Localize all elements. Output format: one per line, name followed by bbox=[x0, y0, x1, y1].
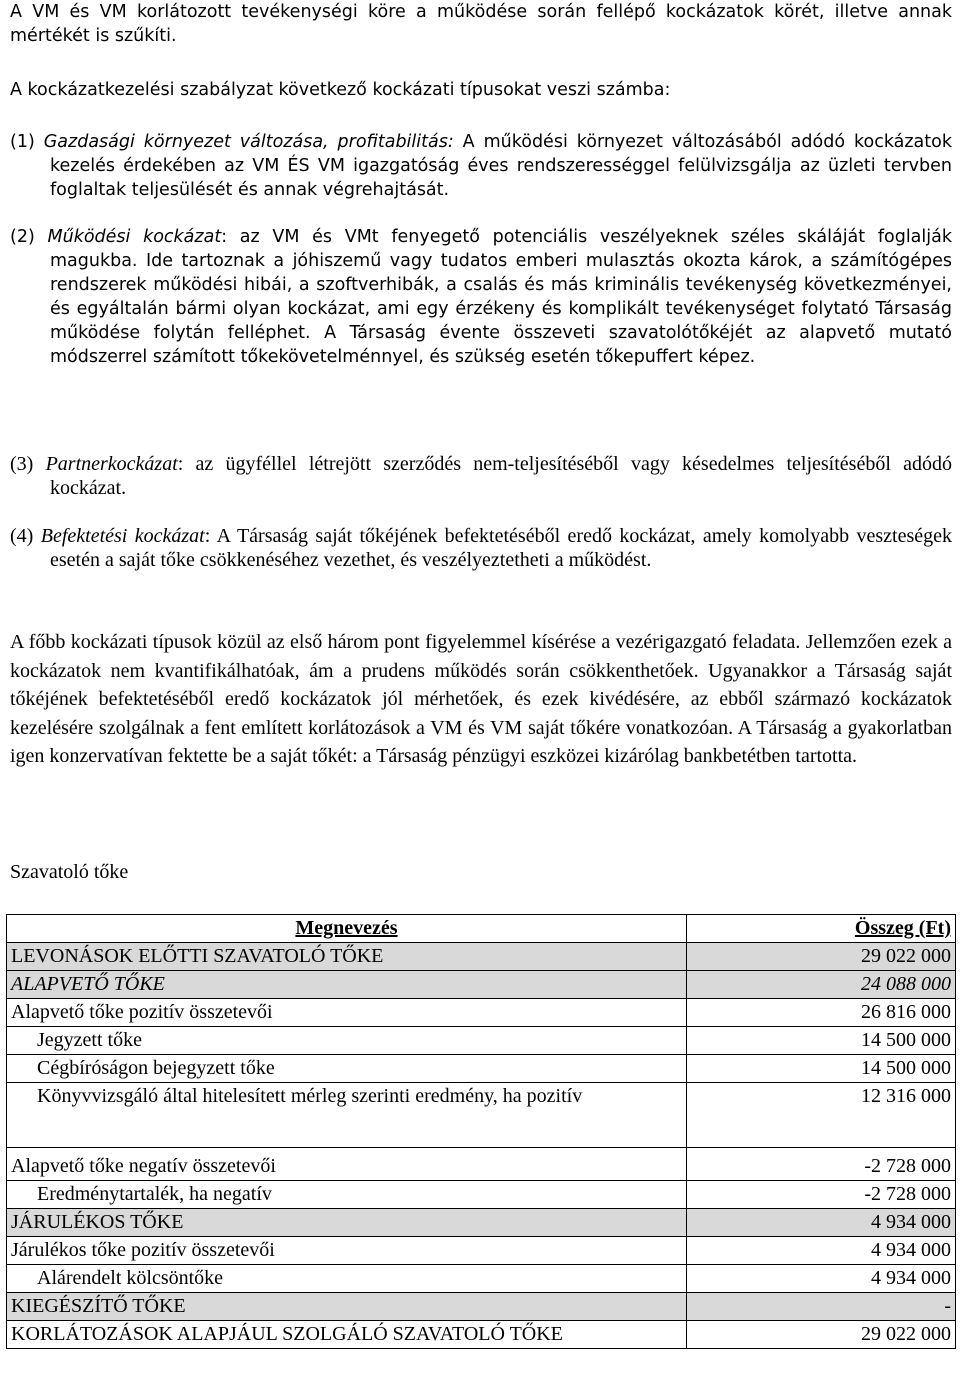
row-label: ALAPVETŐ TŐKE bbox=[7, 971, 687, 999]
risk-text: : A Társaság saját tőkéjének befektetéséből eredő kockázat, amely komolyabb veszteségek esetén a saját tőke csökkenéséhez vezethet, és veszélyeztetheti a működést. bbox=[50, 525, 952, 571]
row-amount: 14 500 000 bbox=[687, 1055, 956, 1083]
row-amount: 29 022 000 bbox=[687, 1321, 956, 1349]
risk-item-2 bbox=[10, 225, 952, 369]
row-label: JÁRULÉKOS TŐKE bbox=[7, 1209, 687, 1237]
risk-item-3 bbox=[10, 452, 952, 500]
row-amount: 12 316 000 bbox=[687, 1083, 956, 1148]
risk-title: Működési kockázat bbox=[47, 227, 222, 247]
row-label: Jegyzett tőke bbox=[7, 1027, 687, 1055]
summary-text: A főbb kockázati típusok közül az első három pont figyelemmel kísérése a vezérigazgató feladata. Jellemzően ezek a kockázatok nem kvantifikálhatóak, ám a prudens működés során csökkenthetőek. Ugyanakkor a Társaság saját tőkéjének befektetéséből eredő kockázatok jól mérhetőek, és ezek kivédésére, az ebből származó kockázatok kezelésére szolgálnak a fent említett korlátozások a VM és VM saját tőkére vonatkozóan. A Társaság a gyakorlatban igen konzervatívan fektette be a saját tőkét: a Társaság pénzügyi eszközei kizárólag bankbetétben tartotta. bbox=[10, 631, 952, 767]
row-amount: 24 088 000 bbox=[687, 971, 956, 999]
risk-number: (2) bbox=[10, 227, 35, 247]
row-amount: -2 728 000 bbox=[687, 1181, 956, 1209]
risk-intro-text: A kockázatkezelési szabályzat következő kockázati típusokat veszi számba: bbox=[10, 80, 671, 100]
row-label: Alárendelt kölcsöntőke bbox=[7, 1265, 687, 1293]
row-label: KIEGÉSZÍTŐ TŐKE bbox=[7, 1293, 687, 1321]
table-title bbox=[10, 858, 952, 886]
capital-table bbox=[6, 914, 956, 1349]
table-row bbox=[7, 1083, 956, 1148]
row-label: KORLÁTOZÁSOK ALAPJÁUL SZOLGÁLÓ SZAVATOLÓ TŐKE bbox=[7, 1321, 687, 1349]
table-header-row bbox=[7, 915, 956, 943]
table-row bbox=[7, 1265, 956, 1293]
intro-paragraph bbox=[10, 0, 952, 48]
risk-text: A működési környezet változásából adódó kockázatok kezelés érdekében az VM ÉS VM igazgatóság éves rendszerességgel felülvizsgálja az üzleti tervben foglaltak teljesülését és annak végrehajtását. bbox=[50, 132, 952, 200]
column-header-amount: Összeg (Ft) bbox=[687, 915, 956, 943]
table-row bbox=[7, 1237, 956, 1265]
risk-title: Gazdasági környezet változása, profitabilitás: bbox=[43, 132, 454, 152]
column-header-name: Megnevezés bbox=[7, 915, 687, 943]
table-row bbox=[7, 1027, 956, 1055]
row-amount: 29 022 000 bbox=[687, 943, 956, 971]
table-row bbox=[7, 1055, 956, 1083]
row-label: Cégbíróságon bejegyzett tőke bbox=[7, 1055, 687, 1083]
table-row bbox=[7, 1181, 956, 1209]
row-amount: 26 816 000 bbox=[687, 999, 956, 1027]
row-label: Alapvető tőke negatív összetevői bbox=[7, 1148, 687, 1181]
risk-number: (3) bbox=[10, 453, 34, 475]
row-label: Könyvvizsgáló által hitelesített mérleg szerinti eredmény, ha pozitív bbox=[7, 1083, 687, 1148]
table-row bbox=[7, 971, 956, 999]
risk-item-4 bbox=[10, 524, 952, 572]
summary-paragraph bbox=[10, 628, 952, 771]
row-amount: 4 934 000 bbox=[687, 1265, 956, 1293]
row-label: LEVONÁSOK ELŐTTI SZAVATOLÓ TŐKE bbox=[7, 943, 687, 971]
risk-text: : az VM és VMt fenyegető potenciális veszélyeknek széles skáláját foglalják magukba. Ide tartoznak a jóhiszemű vagy tudatos emberi mulasztás okozta károk, a számítógépes rendszerek működési hibái, a szoftverhibák, a csalás és más kriminális tevékenység következményei, és egyáltalán bármi olyan kockázat, ami egy érzékeny és komplikált tevékenységet folytató Társaság működése folytán felléphet. A Társaság évente összeveti szavatolótőkéjét az alapvető mutató módszerrel számított tőkekövetelménnyel, és szükség esetén tőkepuffert képez. bbox=[50, 227, 952, 367]
table-row bbox=[7, 1293, 956, 1321]
risk-item-1 bbox=[10, 130, 952, 202]
risk-number: (1) bbox=[10, 132, 35, 152]
risk-title: Partnerkockázat bbox=[45, 453, 178, 475]
table-row bbox=[7, 1209, 956, 1237]
row-label: Alapvető tőke pozitív összetevői bbox=[7, 999, 687, 1027]
row-amount: 4 934 000 bbox=[687, 1237, 956, 1265]
intro-text: A VM és VM korlátozott tevékenységi köre a működése során fellépő kockázatok körét, illetve annak mértékét is szűkíti. bbox=[10, 2, 952, 46]
row-label: Eredménytartalék, ha negatív bbox=[7, 1181, 687, 1209]
row-amount: -2 728 000 bbox=[687, 1148, 956, 1181]
table-title-text: Szavatoló tőke bbox=[10, 861, 129, 883]
risk-title: Befektetési kockázat bbox=[40, 525, 205, 547]
risk-intro-paragraph bbox=[10, 78, 952, 102]
table-row bbox=[7, 1321, 956, 1349]
table-row bbox=[7, 999, 956, 1027]
table-row bbox=[7, 1148, 956, 1181]
risk-text: : az ügyféllel létrejött szerződés nem-teljesítéséből vagy késedelmes teljesítéséből adódó kockázat. bbox=[50, 453, 952, 499]
row-amount: 4 934 000 bbox=[687, 1209, 956, 1237]
table-row bbox=[7, 943, 956, 971]
risk-number: (4) bbox=[10, 525, 34, 547]
row-label: Járulékos tőke pozitív összetevői bbox=[7, 1237, 687, 1265]
row-amount: - bbox=[687, 1293, 956, 1321]
row-amount: 14 500 000 bbox=[687, 1027, 956, 1055]
